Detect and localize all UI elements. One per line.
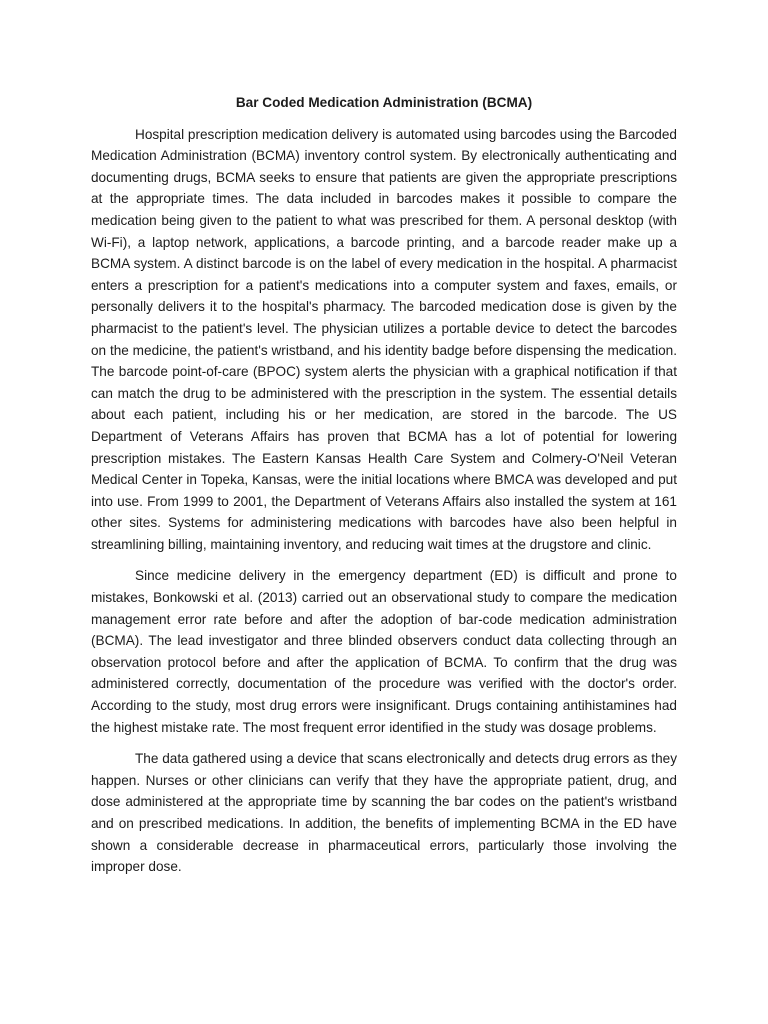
- paragraph-bcma-overview: Hospital prescription medication delivery is automated using barcodes using the Barcoded Medication Administration (BCMA) inventory control system. By electronically authenticating and documenting drugs, BCMA seeks to ensure that patients are given the appropriate prescriptions at the appropriate times. The data included in barcodes makes it possible to compare the medication being given to the patient to what was prescribed for them. A personal desktop (with Wi-Fi), a laptop network, applications, a barcode printing, and a barcode reader make up a BCMA system. A distinct barcode is on the label of every medication in the hospital. A pharmacist enters a prescription for a patient's medications into a computer system and faxes, emails, or personally delivers it to the hospital's pharmacy. The barcoded medication dose is given by the pharmacist to the patient's level. The physician utilizes a portable device to detect the barcodes on the medicine, the patient's wristband, and his identity badge before dispensing the medication. The barcode point-of-care (BPOC) system alerts the physician with a graphical notification if that can match the drug to be administered with the prescription in the system. The essential details about each patient, including his or her medication, are stored in the barcode. The US Department of Veterans Affairs has proven that BCMA has a lot of potential for lowering prescription mistakes. The Eastern Kansas Health Care System and Colmery-O'Neil Veteran Medical Center in Topeka, Kansas, were the initial locations where BMCA was developed and put into use. From 1999 to 2001, the Department of Veterans Affairs also installed the system at 161 other sites. Systems for administering medications with barcodes have also been helpful in streamlining billing, maintaining inventory, and reducing wait times at the drugstore and clinic.: [91, 126, 677, 552]
- paragraph-data-gathering: The data gathered using a device that scans electronically and detects drug errors as they happen. Nurses or other clinicians can verify that they have the appropriate patient, drug, and dose administered at the appropriate time by scanning the bar codes on the patient's wristband and on prescribed medications. In addition, the benefits of implementing BCMA in the ED have shown a considerable decrease in pharmaceutical errors, particularly those involving the improper dose.: [91, 751, 677, 875]
- document-title: Bar Coded Medication Administration (BCMA): [235, 95, 533, 110]
- document-body: [91, 92, 677, 888]
- paragraph-ed-study: Since medicine delivery in the emergency department (ED) is difficult and prone to mistakes, Bonkowski et al. (2013) carried out an observational study to compare the medication management error rate before and after the adoption of bar-code medication administration (BCMA). The lead investigator and three blinded observers conduct data collecting through an observation protocol before and after the application of BCMA. To confirm that the drug was administered correctly, documentation of the procedure was verified with the doctor's order. According to the study, most drug errors were insignificant. Drugs containing antihistamines had the highest mistake rate. The most frequent error identified in the study was dosage problems.: [91, 568, 677, 735]
